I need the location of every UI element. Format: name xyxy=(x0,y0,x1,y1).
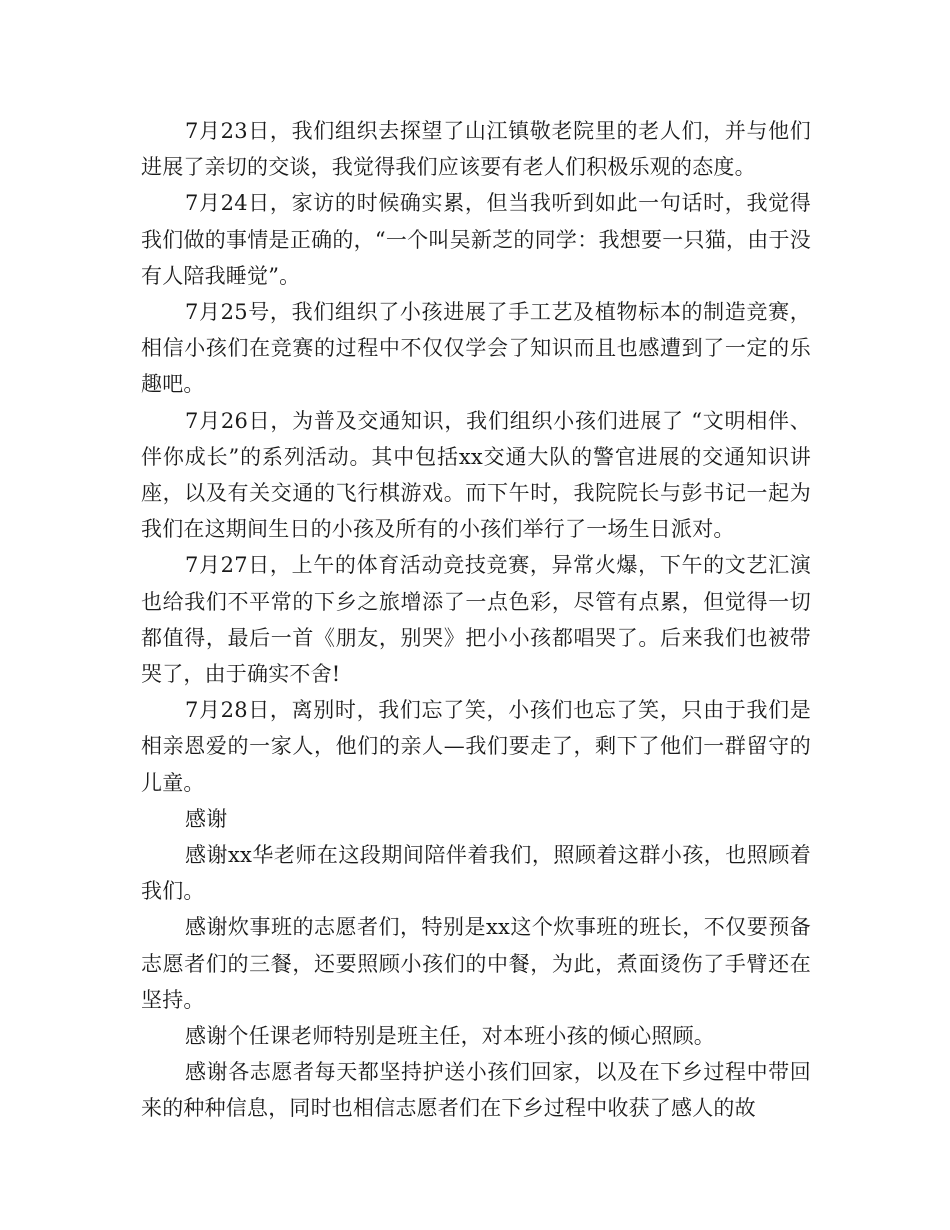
paragraph-july-26: 7月26日，为普及交通知识，我们组织小孩们进展了 “文明相伴、伴你成长”的系列活动。其中包括xx交通大队的警官进展的交通知识讲座，以及有关交通的飞行棋游戏。而下午时，我院院长与彭书记一起为我们在这期间生日的小孩及所有的小孩们举行了一场生日派对。 xyxy=(141,408,811,542)
paragraph-thanks-teacher: 感谢xx华老师在这段期间陪伴着我们，照顾着这群小孩，也照顾着我们。 xyxy=(141,843,811,904)
document-body xyxy=(141,113,811,1127)
paragraph-thanks-class-teachers: 感谢个任课老师特别是班主任，对本班小孩的倾心照顾。 xyxy=(185,1024,715,1049)
section-heading-thanks: 感谢 xyxy=(185,806,228,831)
paragraph-july-27: 7月27日，上午的体育活动竞技竞赛，异常火爆，下午的文艺汇演也给我们不平常的下乡之旅增添了一点色彩，尽管有点累，但觉得一切都值得，最后一首《朋友，别哭》把小小孩都唱哭了。后来我们也被带哭了，由于确实不舍! xyxy=(141,553,811,687)
paragraph-thanks-kitchen: 感谢炊事班的志愿者们，特别是xx这个炊事班的班长，不仅要预备志愿者们的三餐，还要照顾小孩们的中餐，为此，煮面烫伤了手臂还在坚持。 xyxy=(141,915,811,1012)
paragraph-july-23: 7月23日，我们组织去探望了山江镇敬老院里的老人们，并与他们进展了亲切的交谈，我觉得我们应该要有老人们积极乐观的态度。 xyxy=(141,119,811,180)
paragraph-july-28: 7月28日，离别时，我们忘了笑，小孩们也忘了笑，只由于我们是相亲恩爱的一家人，他们的亲人—我们要走了，剩下了他们一群留守的儿童。 xyxy=(141,698,811,795)
paragraph-july-25: 7月25号，我们组织了小孩进展了手工艺及植物标本的制造竞赛，相信小孩们在竞赛的过程中不仅仅学会了知识而且也感遭到了一定的乐趣吧。 xyxy=(141,300,811,397)
paragraph-july-24: 7月24日，家访的时候确实累，但当我听到如此一句话时，我觉得我们做的事情是正确的，“一个叫吴新芝的同学：我想要一只猫，由于没有人陪我睡觉”。 xyxy=(141,191,811,288)
paragraph-thanks-volunteers: 感谢各志愿者每天都坚持护送小孩们回家，以及在下乡过程中带回来的种种信息，同时也相信志愿者们在下乡过程中收获了感人的故 xyxy=(141,1060,811,1121)
